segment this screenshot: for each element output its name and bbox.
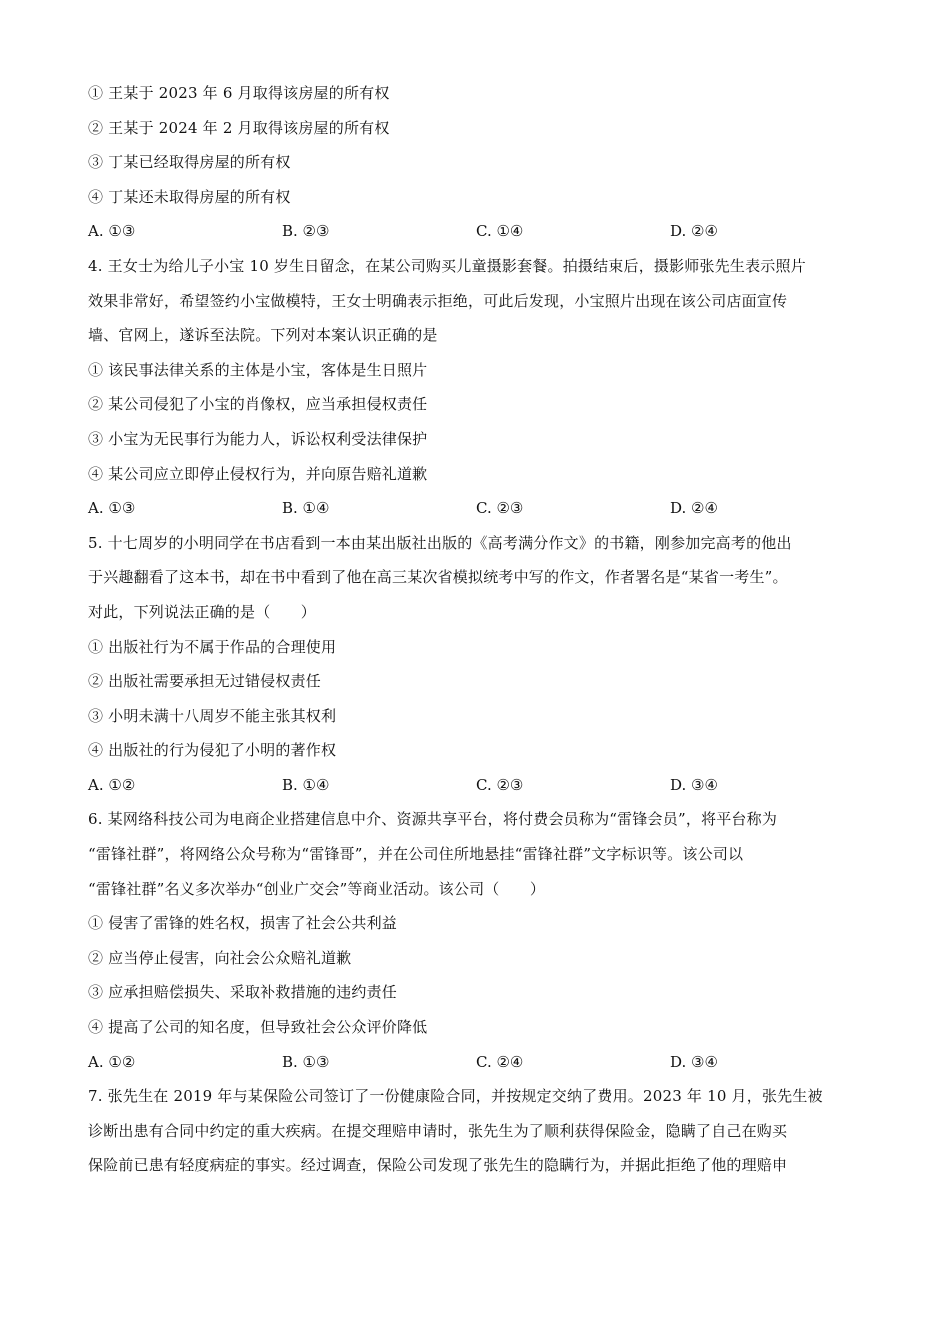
option-b: B. ①④ — [282, 775, 330, 794]
statement-2: ② 王某于 2024 年 2 月取得该房屋的所有权 — [88, 118, 390, 137]
question-stem: 5. 十七周岁的小明同学在书店看到一本由某出版社出版的《高考满分作文》的书籍，刚参加完高考的他出 — [88, 533, 792, 552]
question-stem: “雷锋社群”名义多次举办“创业广交会”等商业活动。该公司（ ） — [88, 879, 546, 898]
statement-1: ① 王某于 2023 年 6 月取得该房屋的所有权 — [88, 84, 390, 102]
option-d: D. ③④ — [670, 775, 718, 794]
option-c: C. ②④ — [476, 1052, 524, 1071]
question-3 — [88, 76, 878, 249]
answer-options — [88, 1045, 878, 1080]
question-stem: 7. 张先生在 2019 年与某保险公司签订了一份健康险合同，并按规定交纳了费用。2023 年 10 月，张先生被 — [88, 1087, 823, 1106]
answer-options — [88, 768, 878, 803]
option-d: D. ③④ — [670, 1052, 718, 1071]
question-stem: 效果非常好，希望签约小宝做模特，王女士明确表示拒绝，可此后发现，小宝照片出现在该公司店面宣传 — [88, 291, 788, 310]
option-b: B. ①④ — [282, 499, 330, 518]
question-stem: “雷锋社群”，将网络公众号称为“雷锋哥”，并在公司住所地悬挂“雷锋社群”文字标识等。该公司以 — [88, 845, 744, 864]
statement-4: ④ 提高了公司的知名度，但导致社会公众评价降低 — [88, 1018, 428, 1037]
option-a: A. ①② — [88, 775, 136, 794]
statement-2: ② 某公司侵犯了小宝的肖像权，应当承担侵权责任 — [88, 395, 428, 414]
statement-1: ① 出版社行为不属于作品的合理使用 — [88, 637, 337, 656]
option-b: B. ②③ — [282, 222, 330, 241]
statement-3: ③ 小明未满十八周岁不能主张其权利 — [88, 706, 337, 725]
question-stem: 对此，下列说法正确的是（ ） — [88, 602, 317, 621]
question-stem: 诊断出患有合同中约定的重大疾病。在提交理赔申请时，张先生为了顺利获得保险金，隐瞒了自己在购买 — [88, 1121, 788, 1140]
statement-3: ③ 小宝为无民事行为能力人，诉讼权利受法律保护 — [88, 429, 428, 448]
option-c: C. ②③ — [476, 775, 524, 794]
statement-4: ④ 某公司应立即停止侵权行为，并向原告赔礼道歉 — [88, 464, 428, 483]
statement-2: ② 应当停止侵害，向社会公众赔礼道歉 — [88, 948, 352, 967]
question-7 — [88, 1079, 878, 1183]
question-stem: 4. 王女士为给儿子小宝 10 岁生日留念，在某公司购买儿童摄影套餐。拍摄结束后，摄影师张先生表示照片 — [88, 256, 806, 275]
statement-4: ④ 丁某还未取得房屋的所有权 — [88, 187, 291, 206]
option-a: A. ①③ — [88, 222, 136, 241]
question-5 — [88, 526, 878, 803]
option-a: A. ①③ — [88, 499, 136, 518]
question-stem: 于兴趣翻看了这本书，却在书中看到了他在高三某次省模拟统考中写的作文，作者署名是“某省一考生”。 — [88, 568, 788, 587]
statement-1: ① 该民事法律关系的主体是小宝，客体是生日照片 — [88, 360, 428, 379]
question-4 — [88, 249, 878, 526]
option-a: A. ①② — [88, 1052, 136, 1071]
question-stem: 墙、官网上，遂诉至法院。下列对本案认识正确的是 — [88, 326, 438, 345]
statement-3: ③ 丁某已经取得房屋的所有权 — [88, 153, 291, 172]
option-c: C. ②③ — [476, 499, 524, 518]
statement-2: ② 出版社需要承担无过错侵权责任 — [88, 672, 321, 691]
question-stem: 保险前已患有轻度病症的事实。经过调查，保险公司发现了张先生的隐瞒行为，并据此拒绝了他的理赔申 — [88, 1156, 788, 1175]
statement-1: ① 侵害了雷锋的姓名权，损害了社会公共利益 — [88, 914, 397, 933]
question-stem: 6. 某网络科技公司为电商企业搭建信息中介、资源共享平台，将付费会员称为“雷锋会员”，将平台称为 — [88, 810, 778, 829]
answer-options — [88, 214, 878, 249]
document-page — [88, 76, 878, 1183]
statement-4: ④ 出版社的行为侵犯了小明的著作权 — [88, 741, 337, 760]
option-b: B. ①③ — [282, 1052, 330, 1071]
option-d: D. ②④ — [670, 222, 718, 241]
option-c: C. ①④ — [476, 222, 524, 241]
statement-3: ③ 应承担赔偿损失、采取补救措施的违约责任 — [88, 983, 397, 1002]
option-d: D. ②④ — [670, 499, 718, 518]
answer-options — [88, 491, 878, 526]
question-6 — [88, 802, 878, 1079]
